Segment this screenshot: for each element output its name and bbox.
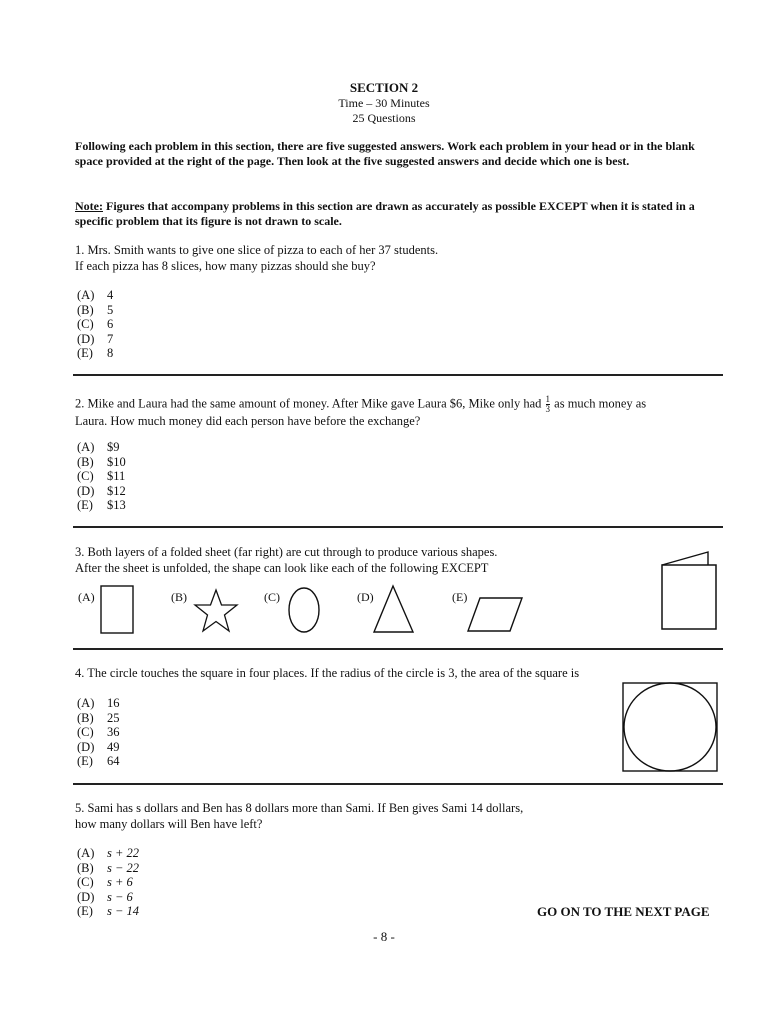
q2-line2: Laura. How much money did each person have before the exchange? [75,414,421,428]
question-1 [75,243,725,274]
question-2 [75,395,735,430]
star-icon[interactable] [192,588,242,636]
choice-e[interactable]: (E) 8 [77,346,114,361]
choice-c[interactable]: (C) $11 [77,469,126,484]
choice-a[interactable]: (A) 4 [77,288,114,302]
parallelogram-icon[interactable] [466,594,526,634]
triangle-icon[interactable] [371,584,419,636]
divider [73,374,723,376]
q3-line2: After the sheet is unfolded, the shape can look like each of the following EXCEPT [75,560,489,575]
q3-choice-c-label[interactable]: (C) [264,590,280,604]
choice-d[interactable]: (D) $12 [77,483,126,498]
q3-number: 3. [75,545,85,559]
choice-b[interactable]: (B) 25 [77,710,120,725]
q1-line2: If each pizza has 8 slices, how many pizzas should she buy? [75,258,376,273]
divider [73,783,723,785]
choice-d[interactable]: (D) 49 [77,739,120,754]
choice-a[interactable]: (A) s + 22 [77,846,140,860]
note-text: Figures that accompany problems in this section are drawn as accurately as possible EXCEPT when it is stated in a specific problem that its figure is not drawn to scale. [75,199,695,228]
q5-choices [77,846,139,919]
oval-icon[interactable] [286,585,324,635]
note-label: Note: [75,199,103,213]
q5-number: 5. [75,801,85,815]
choice-d[interactable]: (D) 7 [77,331,114,346]
q4-number: 4. [75,666,85,680]
page-number: - 8 - [373,929,395,944]
folded-sheet-icon [660,550,720,632]
q5-line1: Sami has s dollars and Ben has 8 dollars more than Sami. If Ben gives Sami 14 dollars, [87,801,524,815]
choice-b[interactable]: (B) s − 22 [77,860,140,875]
question-5 [75,801,725,832]
q3-choice-d-label[interactable]: (D) [357,590,374,604]
q3-choice-a-label[interactable]: (A) [78,590,95,604]
choice-a[interactable]: (A) 16 [77,696,120,710]
instructions: Following each problem in this section, there are five suggested answers. Work each problem in your head or in the blank space provided at the right of the page. Then look at the five suggested answers and decide which one is best. [75,139,695,168]
choice-b[interactable]: (B) $10 [77,454,126,469]
q3-line1: Both layers of a folded sheet (far right) are cut through to produce various shapes. [87,545,498,559]
q2-number: 2. [75,396,85,411]
choice-b[interactable]: (B) 5 [77,302,114,317]
q3-choice-e-label[interactable]: (E) [452,590,468,604]
q1-number: 1. [75,243,85,257]
q4-line1: The circle touches the square in four places. If the radius of the circle is 3, the area of the square is [87,666,580,680]
choice-c[interactable]: (C) s + 6 [77,875,133,890]
question-count: 25 Questions [352,111,416,125]
choice-c[interactable]: (C) 36 [77,725,120,740]
question-4 [75,666,735,682]
q3-choice-b-label[interactable]: (B) [171,590,187,604]
note [75,199,725,229]
choice-a[interactable]: (A) $9 [77,440,120,454]
q1-choices [77,288,113,361]
circle-in-square-icon [622,682,720,774]
question-3 [75,545,635,576]
divider [73,648,723,650]
q2-line1b: as much money as [554,396,647,411]
choice-e[interactable]: (E) $13 [77,498,126,513]
section-title: SECTION 2 [349,80,419,95]
go-on-next-page: GO ON TO THE NEXT PAGE [537,904,710,919]
q5-line2: how many dollars will Ben have left? [75,816,263,831]
q4-choices [77,696,120,769]
fraction: $\frac{1}{3}$ [545,394,551,414]
choice-c[interactable]: (C) 6 [77,317,114,332]
rectangle-icon[interactable] [100,585,136,635]
choice-e[interactable]: (E) 64 [77,754,120,769]
time-limit: Time – 30 Minutes [338,96,430,110]
q2-line1a: Mike and Laura had the same amount of money. After Mike gave Laura $6, Mike only had [87,396,542,411]
q2-choices [77,440,126,513]
divider [73,526,723,528]
choice-d[interactable]: (D) s − 6 [77,889,133,904]
q1-line1: Mrs. Smith wants to give one slice of pizza to each of her 37 students. [87,243,439,257]
choice-e[interactable]: (E) s − 14 [77,904,140,919]
